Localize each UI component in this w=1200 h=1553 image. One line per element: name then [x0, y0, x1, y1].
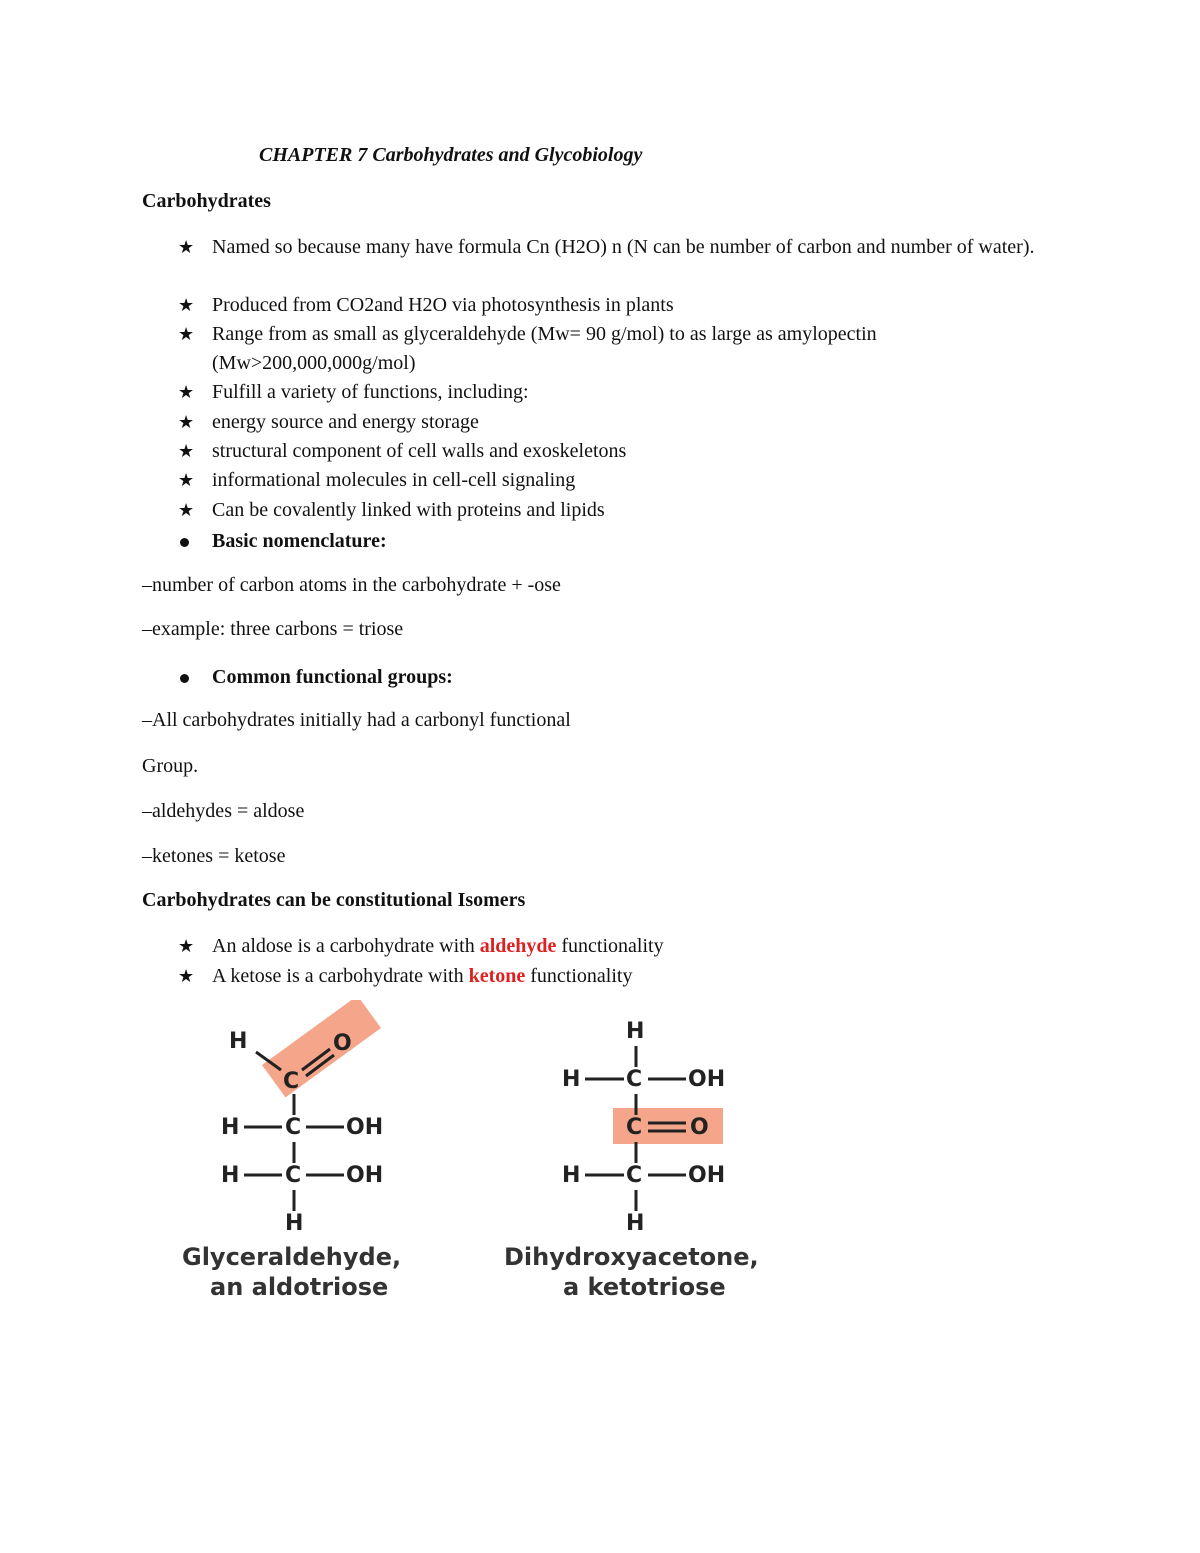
svg-text:H: H	[221, 1163, 240, 1188]
section-heading-isomers: Carbohydrates can be constitutional Isomers	[142, 889, 526, 911]
dihydroxyacetone-structure	[504, 1019, 759, 1301]
nomenclature-line: –example: three carbons = triose	[142, 618, 404, 640]
svg-text:C: C	[626, 1115, 643, 1140]
svg-text:C: C	[626, 1067, 643, 1092]
groups-line: –All carbohydrates initially had a carbonyl functional	[142, 709, 571, 731]
list-item: ★ A ketose is a carbohydrate with ketone functionality	[178, 962, 1038, 991]
list-item: ★ Named so because many have formula Cn (H2O) n (N can be number of carbon and number of water).	[178, 233, 1038, 262]
star-icon: ★	[178, 412, 195, 432]
list-item: ★ Can be covalently linked with proteins and lipids	[178, 496, 1038, 525]
star-icon: ★	[178, 382, 195, 402]
star-icon: ★	[178, 237, 195, 257]
list-item: Common functional groups:	[178, 663, 1038, 692]
groups-line: –ketones = ketose	[142, 845, 286, 867]
glyceraldehyde-structure	[182, 1000, 401, 1301]
list-item: ★ informational molecules in cell-cell signaling	[178, 466, 1038, 495]
svg-text:H: H	[562, 1067, 581, 1092]
svg-text:H: H	[626, 1211, 645, 1236]
bullet-dot-icon	[178, 527, 200, 556]
svg-text:OH: OH	[346, 1163, 384, 1188]
list-item: Basic nomenclature:	[178, 527, 1038, 556]
list-item: ★ energy source and energy storage	[178, 408, 1038, 437]
chapter-title: CHAPTER 7 Carbohydrates and Glycobiology	[259, 144, 643, 166]
svg-text:C: C	[283, 1069, 300, 1094]
nomenclature-line: –number of carbon atoms in the carbohydrate + -ose	[142, 574, 561, 596]
star-icon: ★	[178, 936, 195, 956]
svg-text:OH: OH	[688, 1163, 726, 1188]
star-icon: ★	[178, 966, 195, 986]
aldehyde-highlight-box	[262, 1000, 381, 1097]
star-icon: ★	[178, 324, 195, 344]
groups-line: –aldehydes = aldose	[142, 800, 305, 822]
list-item: ★ An aldose is a carbohydrate with aldehyde functionality	[178, 932, 1038, 961]
svg-text:O: O	[690, 1115, 709, 1140]
list-item: ★ Range from as small as glyceraldehyde (Mw= 90 g/mol) to as large as amylopectin (Mw>200,000,000g/mol)	[178, 320, 1038, 378]
ketone-highlight: ketone	[468, 965, 526, 987]
svg-text:H: H	[285, 1211, 304, 1236]
svg-text:OH: OH	[346, 1115, 384, 1140]
svg-text:C: C	[626, 1163, 643, 1188]
star-icon: ★	[178, 500, 195, 520]
aldehyde-highlight: aldehyde	[479, 935, 557, 957]
structure-figure	[0, 1000, 1200, 1320]
groups-line: Group.	[142, 755, 199, 777]
list-item: ★ structural component of cell walls and exoskeletons	[178, 437, 1038, 466]
dihydroxyacetone-label: Dihydroxyacetone,	[504, 1243, 759, 1271]
star-icon: ★	[178, 295, 195, 315]
dihydroxyacetone-subtitle: a ketotriose	[563, 1273, 726, 1301]
svg-text:C: C	[285, 1115, 302, 1140]
svg-text:H: H	[562, 1163, 581, 1188]
glyceraldehyde-label: Glyceraldehyde,	[182, 1243, 402, 1271]
list-item: ★ Produced from CO2and H2O via photosynthesis in plants	[178, 291, 1038, 320]
section-heading-carbohydrates: Carbohydrates	[142, 190, 271, 212]
svg-text:C: C	[285, 1163, 302, 1188]
svg-text:H: H	[626, 1019, 645, 1044]
svg-text:H: H	[221, 1115, 240, 1140]
glyceraldehyde-subtitle: an aldotriose	[210, 1273, 389, 1301]
star-icon: ★	[178, 441, 195, 461]
star-icon: ★	[178, 470, 195, 490]
svg-text:H: H	[229, 1029, 248, 1054]
list-item: ★ Fulfill a variety of functions, including:	[178, 378, 1038, 407]
svg-text:O: O	[333, 1031, 352, 1056]
bullet-dot-icon	[178, 663, 200, 692]
svg-text:OH: OH	[688, 1067, 726, 1092]
